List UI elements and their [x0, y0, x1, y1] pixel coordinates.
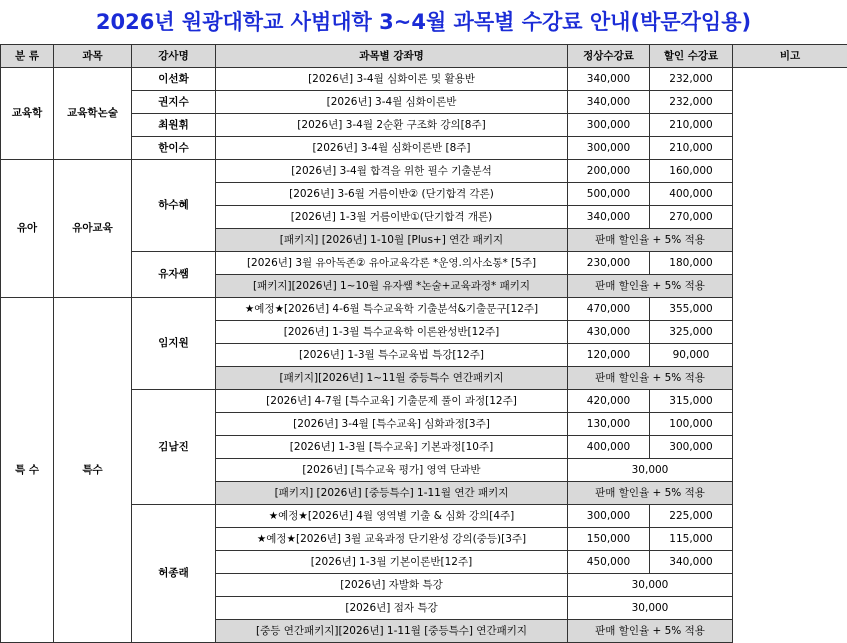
course-cell: [2026년] 1-3월 특수교육법 특강[12주]: [216, 344, 568, 367]
note-cell: [733, 114, 847, 137]
regular-fee-cell: 130,000: [568, 413, 650, 436]
note-cell: [733, 183, 847, 206]
package-discount-cell: 판매 할인율 + 5% 적용: [568, 367, 733, 390]
note-cell: [733, 620, 847, 643]
course-cell: [2026년] 4-7월 [특수교육] 기출문제 풀이 과정[12주]: [216, 390, 568, 413]
course-cell: [패키지] [2026년] 1-10월 [Plus+] 연간 패키지: [216, 229, 568, 252]
header-course: 과목별 강좌명: [216, 45, 568, 68]
category-cell: 유아: [1, 160, 54, 298]
course-cell: ★예정★[2026년] 4월 영역별 기출 & 심화 강의[4주]: [216, 505, 568, 528]
table-row: [1, 160, 847, 183]
note-cell: [733, 344, 847, 367]
teacher-cell: 임지원: [132, 298, 216, 390]
regular-fee-cell: 230,000: [568, 252, 650, 275]
regular-fee-cell: 300,000: [568, 505, 650, 528]
discount-fee-cell: 180,000: [650, 252, 733, 275]
teacher-cell: 김남진: [132, 390, 216, 505]
course-cell: [패키지][2026년] 1~11월 중등특수 연간패키지: [216, 367, 568, 390]
regular-fee-cell: 340,000: [568, 206, 650, 229]
table-row: [1, 68, 847, 91]
course-cell: [2026년] 1-3월 [특수교육] 기본과정[10주]: [216, 436, 568, 459]
flat-price-cell: 30,000: [568, 459, 733, 482]
course-cell: [2026년] 점자 특강: [216, 597, 568, 620]
regular-fee-cell: 470,000: [568, 298, 650, 321]
discount-fee-cell: 100,000: [650, 413, 733, 436]
regular-fee-cell: 340,000: [568, 68, 650, 91]
note-cell: [733, 413, 847, 436]
course-cell: ★예정★[2026년] 3월 교육과정 단기완성 강의(중등)[3주]: [216, 528, 568, 551]
teacher-cell: 이선화: [132, 68, 216, 91]
note-cell: [733, 68, 847, 91]
course-cell: [2026년] 3-4월 심화이론반: [216, 91, 568, 114]
regular-fee-cell: 340,000: [568, 91, 650, 114]
regular-fee-cell: 500,000: [568, 183, 650, 206]
discount-fee-cell: 325,000: [650, 321, 733, 344]
course-cell: [패키지][2026년] 1~10월 유자쌤 *논술+교육과정* 패키지: [216, 275, 568, 298]
note-cell: [733, 436, 847, 459]
discount-fee-cell: 210,000: [650, 114, 733, 137]
teacher-cell: 최원휘: [132, 114, 216, 137]
package-discount-cell: 판매 할인율 + 5% 적용: [568, 482, 733, 505]
course-cell: [2026년] 1-3월 기본이론반[12주]: [216, 551, 568, 574]
note-cell: [733, 551, 847, 574]
discount-fee-cell: 300,000: [650, 436, 733, 459]
regular-fee-cell: 420,000: [568, 390, 650, 413]
discount-fee-cell: 400,000: [650, 183, 733, 206]
course-cell: [패키지] [2026년] [중등특수] 1-11월 연간 패키지: [216, 482, 568, 505]
regular-fee-cell: 300,000: [568, 114, 650, 137]
note-cell: [733, 229, 847, 252]
table-row: [1, 298, 847, 321]
note-cell: [733, 390, 847, 413]
discount-fee-cell: 270,000: [650, 206, 733, 229]
course-cell: [2026년] 3-4월 [특수교육] 심화과정[3주]: [216, 413, 568, 436]
package-discount-cell: 판매 할인율 + 5% 적용: [568, 275, 733, 298]
teacher-cell: 한이수: [132, 137, 216, 160]
note-cell: [733, 367, 847, 390]
discount-fee-cell: 340,000: [650, 551, 733, 574]
note-cell: [733, 528, 847, 551]
package-discount-cell: 판매 할인율 + 5% 적용: [568, 620, 733, 643]
teacher-cell: 허종래: [132, 505, 216, 643]
note-cell: [733, 597, 847, 620]
course-cell: [2026년] 1-3월 특수교육학 이론완성반[12주]: [216, 321, 568, 344]
note-cell: [733, 91, 847, 114]
header-discount-fee: 할인 수강료: [650, 45, 733, 68]
course-cell: [2026년] 3-4월 심화이론 및 활용반: [216, 68, 568, 91]
regular-fee-cell: 430,000: [568, 321, 650, 344]
category-cell: 교육학: [1, 68, 54, 160]
course-cell: [2026년] 1-3월 거름이반①(단기합격 개론): [216, 206, 568, 229]
note-cell: [733, 298, 847, 321]
discount-fee-cell: 355,000: [650, 298, 733, 321]
note-cell: [733, 505, 847, 528]
subject-cell: 특수: [54, 298, 132, 643]
regular-fee-cell: 150,000: [568, 528, 650, 551]
course-cell: [2026년] 3-4월 합격을 위한 필수 기출분석: [216, 160, 568, 183]
note-cell: [733, 459, 847, 482]
header-row: [1, 45, 847, 68]
discount-fee-cell: 225,000: [650, 505, 733, 528]
teacher-cell: 하수혜: [132, 160, 216, 252]
note-cell: [733, 321, 847, 344]
subject-cell: 유아교육: [54, 160, 132, 298]
discount-fee-cell: 160,000: [650, 160, 733, 183]
tuition-table: [0, 44, 847, 643]
discount-fee-cell: 115,000: [650, 528, 733, 551]
course-cell: [2026년] 3-6월 거름이반② (단기합격 각론): [216, 183, 568, 206]
course-cell: ★예정★[2026년] 4-6월 특수교육학 기출분석&기출문구[12주]: [216, 298, 568, 321]
regular-fee-cell: 300,000: [568, 137, 650, 160]
header-teacher: 강사명: [132, 45, 216, 68]
note-cell: [733, 275, 847, 298]
regular-fee-cell: 120,000: [568, 344, 650, 367]
package-discount-cell: 판매 할인율 + 5% 적용: [568, 229, 733, 252]
course-cell: [2026년] 자발화 특강: [216, 574, 568, 597]
teacher-cell: 유자쌤: [132, 252, 216, 298]
header-subject: 과목: [54, 45, 132, 68]
category-cell: 특 수: [1, 298, 54, 643]
note-cell: [733, 137, 847, 160]
course-cell: [2026년] [특수교육 평가] 영역 단과반: [216, 459, 568, 482]
course-cell: [2026년] 3-4월 2순환 구조화 강의[8주]: [216, 114, 568, 137]
teacher-cell: 권지수: [132, 91, 216, 114]
note-cell: [733, 574, 847, 597]
discount-fee-cell: 210,000: [650, 137, 733, 160]
page-title: 2026년 원광대학교 사범대학 3~4월 과목별 수강료 안내(박문각임용): [0, 0, 847, 44]
note-cell: [733, 206, 847, 229]
regular-fee-cell: 200,000: [568, 160, 650, 183]
discount-fee-cell: 232,000: [650, 91, 733, 114]
regular-fee-cell: 400,000: [568, 436, 650, 459]
subject-cell: 교육학논술: [54, 68, 132, 160]
note-cell: [733, 482, 847, 505]
note-cell: [733, 160, 847, 183]
header-note: 비고: [733, 45, 847, 68]
discount-fee-cell: 90,000: [650, 344, 733, 367]
course-cell: [2026년] 3월 유아독존② 유아교육각론 *운영.의사소통* [5주]: [216, 252, 568, 275]
header-category: 분 류: [1, 45, 54, 68]
discount-fee-cell: 315,000: [650, 390, 733, 413]
note-cell: [733, 252, 847, 275]
header-regular-fee: 정상수강료: [568, 45, 650, 68]
flat-price-cell: 30,000: [568, 574, 733, 597]
course-cell: [2026년] 3-4월 심화이론반 [8주]: [216, 137, 568, 160]
flat-price-cell: 30,000: [568, 597, 733, 620]
discount-fee-cell: 232,000: [650, 68, 733, 91]
course-cell: [중등 연간패키지][2026년] 1-11월 [중등특수] 연간패키지: [216, 620, 568, 643]
regular-fee-cell: 450,000: [568, 551, 650, 574]
